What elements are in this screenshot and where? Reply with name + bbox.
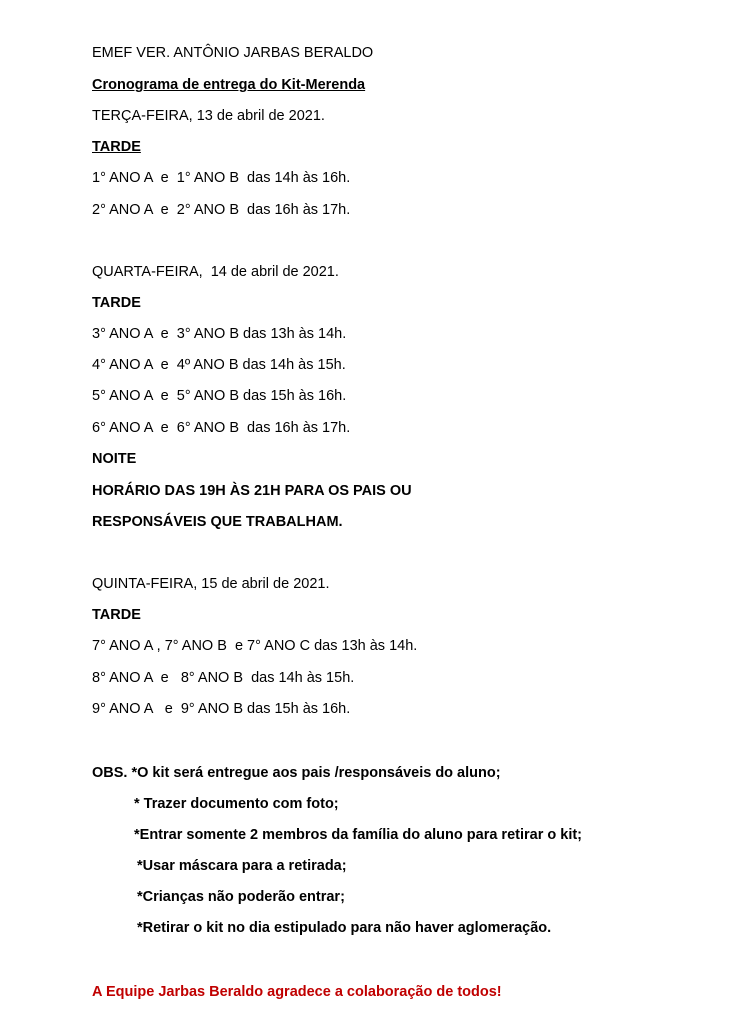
- period-label-tuesday: TARDE: [92, 139, 141, 155]
- document-title: Cronograma de entrega do Kit-Merenda: [92, 77, 366, 93]
- observation-item: *Usar máscara para a retirada;: [137, 858, 347, 874]
- thanks-message: A Equipe Jarbas Beraldo agradece a colaboração de todos!: [92, 984, 502, 1000]
- day-date-wednesday: QUARTA-FEIRA, 14 de abril de 2021.: [92, 264, 339, 280]
- night-note-line: HORÁRIO DAS 19H ÀS 21H PARA OS PAIS OU: [92, 483, 412, 499]
- school-name: EMEF VER. ANTÔNIO JARBAS BERALDO: [92, 45, 374, 61]
- observation-item: *Crianças não poderão entrar;: [137, 889, 345, 905]
- observation-item: *Retirar o kit no dia estipulado para não haver aglomeração.: [137, 920, 552, 936]
- night-note-line: RESPONSÁVEIS QUE TRABALHAM.: [92, 514, 343, 530]
- schedule-row: 6° ANO A e 6° ANO B das 16h às 17h.: [92, 420, 351, 436]
- schedule-row: 7° ANO A , 7° ANO B e 7° ANO C das 13h às 14h.: [92, 638, 418, 654]
- schedule-row: 1° ANO A e 1° ANO B das 14h às 16h.: [92, 170, 351, 186]
- schedule-row: 8° ANO A e 8° ANO B das 14h às 15h.: [92, 670, 355, 686]
- observation-item: * Trazer documento com foto;: [134, 796, 339, 812]
- night-label: NOITE: [92, 451, 137, 467]
- schedule-row: 5° ANO A e 5° ANO B das 15h às 16h.: [92, 388, 347, 404]
- schedule-row: 2° ANO A e 2° ANO B das 16h às 17h.: [92, 202, 351, 218]
- period-label-wednesday: TARDE: [92, 295, 141, 311]
- schedule-row: 3° ANO A e 3° ANO B das 13h às 14h.: [92, 326, 347, 342]
- day-date-tuesday: TERÇA-FEIRA, 13 de abril de 2021.: [92, 108, 325, 124]
- schedule-row: 4° ANO A e 4º ANO B das 14h às 15h.: [92, 357, 346, 373]
- schedule-row: 9° ANO A e 9° ANO B das 15h às 16h.: [92, 701, 351, 717]
- observation-item: *Entrar somente 2 membros da família do aluno para retirar o kit;: [134, 827, 583, 843]
- day-date-thursday: QUINTA-FEIRA, 15 de abril de 2021.: [92, 576, 330, 592]
- observation-first: OBS. *O kit será entregue aos pais /responsáveis do aluno;: [92, 765, 501, 781]
- period-label-thursday: TARDE: [92, 607, 141, 623]
